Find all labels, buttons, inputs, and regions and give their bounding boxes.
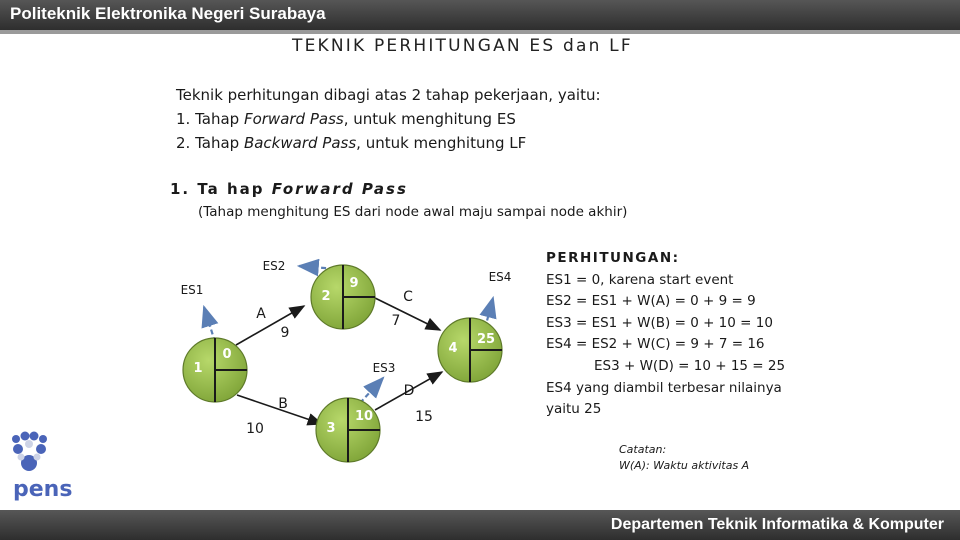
calculation-line: ES1 = 0, karena start event (546, 271, 734, 288)
slide-title: TEKNIK PERHITUNGAN ES dan LF (292, 36, 633, 56)
node-2 (311, 265, 375, 329)
activity-b-label: B (278, 396, 288, 412)
activity-d-label: D (403, 383, 415, 399)
logo-text: pens (13, 477, 73, 502)
node-3 (316, 398, 380, 462)
calculation-line: ES2 = ES1 + W(A) = 0 + 9 = 9 (546, 293, 756, 310)
es4-label: ES4 (488, 270, 512, 284)
calculation-line: ES3 = ES1 + W(B) = 0 + 10 = 10 (546, 314, 773, 331)
activity-c-label: C (403, 289, 413, 305)
node-4 (438, 318, 502, 382)
node-4-es: 25 (476, 332, 496, 347)
node-2-es: 9 (349, 276, 359, 291)
es3-label: ES3 (372, 361, 396, 375)
activity-d-duration: 15 (415, 409, 433, 425)
section-title: 1. Ta hap Forward Pass (170, 180, 408, 198)
department-name: Departemen Teknik Informatika & Komputer (610, 516, 944, 533)
note (619, 442, 749, 474)
calculation-line: yaitu 25 (546, 401, 602, 418)
activity-b-duration: 10 (246, 421, 264, 437)
activity-c-duration: 7 (391, 313, 401, 329)
node-3-es: 10 (354, 409, 374, 424)
footer-bar (0, 510, 960, 540)
calculation-line: ES4 = ES2 + W(C) = 9 + 7 = 16 (546, 336, 765, 353)
arrow-a (236, 306, 304, 345)
es2-label: ES2 (262, 259, 286, 273)
es1-label: ES1 (180, 283, 204, 297)
node-3-id: 3 (326, 421, 336, 436)
node-4-id: 4 (448, 341, 458, 356)
node-1-es: 0 (222, 347, 232, 362)
node-1 (183, 338, 247, 402)
node-2-id: 2 (321, 289, 331, 304)
node-1-id: 1 (193, 361, 203, 376)
pens-logo-icon (3, 430, 103, 504)
institution-name: Politeknik Elektronika Negeri Surabaya (10, 4, 326, 23)
intro-line-3: 2. Tahap Backward Pass, untuk menghitung LF (176, 134, 527, 152)
note-title: Catatan: (619, 443, 667, 456)
note-text: W(A): Waktu aktivitas A (619, 459, 750, 472)
activity-a-label: A (256, 306, 266, 322)
calculation-line: ES4 yang diambil terbesar nilainya (546, 379, 782, 396)
calculation-title: PERHITUNGAN: (546, 250, 680, 266)
intro-line-2: 1. Tahap Forward Pass, untuk menghitung ES (176, 110, 516, 128)
pointer-es3 (360, 378, 383, 403)
section-subtitle: (Tahap menghitung ES dari node awal maju sampai node akhir) (198, 204, 628, 220)
activity-a-duration: 9 (280, 325, 290, 341)
pointer-es1 (204, 307, 215, 342)
calculation-panel (546, 248, 785, 421)
calculation-line: ES3 + W(D) = 10 + 15 = 25 (594, 357, 786, 374)
intro-line-1: Teknik perhitungan dibagi atas 2 tahap pekerjaan, yaitu: (176, 86, 601, 104)
